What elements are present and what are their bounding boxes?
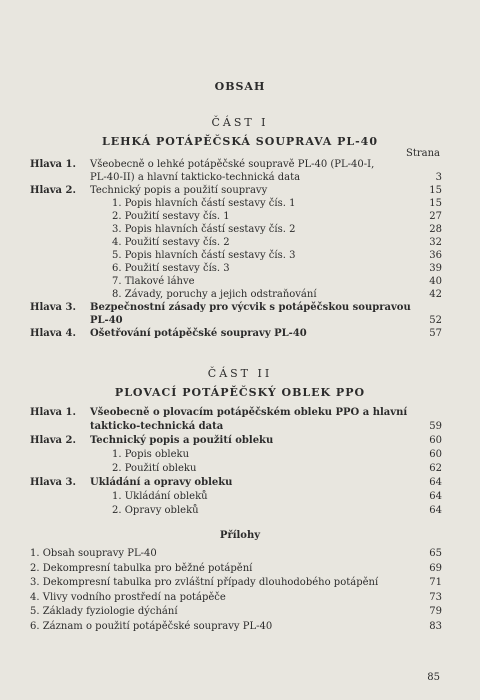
entry-text: 2. Opravy obleků [112,505,199,516]
entry-page: 27 [429,211,442,222]
entry-page: 83 [429,620,442,632]
page-number: 85 [427,672,440,683]
entry-page: 65 [429,548,442,559]
entry-text: PL-40 [90,315,123,326]
entry-text: takticko-technická data [90,421,224,432]
entry-text: 4. Vlivy vodního prostředí na potápěče [30,591,226,603]
entry-text: 3. Dekompresní tabulka pro zvláštní případy dlouhodobého potápění [30,577,379,588]
chapter-label: Hlava 2. [30,185,76,196]
entry-text: 2. Použití obleku [112,463,197,474]
entry-text: 1. Popis hlavních částí sestavy čís. 1 [112,198,296,209]
entry-text: 5. Základy fyziologie dýchání [30,606,178,617]
part-1-label: ČÁST I [211,116,269,129]
entry-text: 4. Použití sestavy čís. 2 [112,237,230,248]
entry-page: 40 [429,276,442,287]
entry-text: Technický popis a použití obleku [90,435,274,446]
entry-text: Technický popis a použití soupravy [90,185,268,196]
entry-page: 62 [429,463,442,474]
entry-page: 57 [429,328,442,339]
entry-text: 6. Záznam o použití potápěčské soupravy PL-40 [30,620,273,632]
page-column-header: Strana [405,148,440,159]
chapter-label: Hlava 4. [30,328,76,339]
chapter-label: Hlava 2. [30,435,76,446]
entry-text: Všeobecně o lehké potápěčské soupravě PL-40 (PL-40-I, [90,159,375,170]
entry-page: 60 [429,449,442,460]
entry-page: 32 [429,237,442,248]
entry-page: 73 [429,591,442,603]
entry-page: 79 [429,606,442,617]
entry-text: 2. Dekompresní tabulka pro běžné potápění [30,562,253,574]
entry-text: Ukládání a opravy obleku [90,477,233,488]
entry-text: Všeobecně o plovacím potápěčském obleku PPO a hlavní [90,407,408,418]
entry-page: 39 [429,263,442,274]
entry-text: 1. Ukládání obleků [112,491,208,502]
entry-text: 3. Popis hlavních částí sestavy čís. 2 [112,224,296,235]
entry-text: 8. Závady, poruchy a jejich odstraňování [112,289,317,300]
entry-text: 5. Popis hlavních částí sestavy čís. 3 [112,250,296,261]
entry-text: PL-40-II) a hlavní takticko-technická data [90,172,301,183]
entry-page: 64 [429,477,442,488]
chapter-label: Hlava 1. [30,159,76,170]
entry-page: 60 [429,435,442,446]
entry-page: 15 [429,198,442,209]
entry-text: 1. Popis obleku [112,449,190,460]
page-title: OBSAH [214,80,266,93]
entry-text: 6. Použití sestavy čís. 3 [112,263,230,274]
entry-page: 15 [429,185,442,196]
entry-page: 28 [429,224,442,235]
part-2-title: PLOVACÍ POTÁPĚČSKÝ OBLEK PPO [114,386,366,399]
entry-page: 69 [429,562,442,574]
part-2-label: ČÁST II [207,367,273,380]
entry-text: 7. Tlakové láhve [112,276,195,287]
chapter-label: Hlava 3. [30,302,76,313]
entry-text: Ošetřování potápěčské soupravy PL-40 [90,328,307,339]
part-1-title: LEHKÁ POTÁPĚČSKÁ SOUPRAVA PL-40 [102,135,378,148]
entry-text: Bezpečnostní zásady pro výcvik s potápěčskou soupravou [90,302,411,313]
entry-page: 64 [429,505,442,516]
entry-page: 52 [429,315,442,326]
entry-page: 42 [429,289,442,300]
entry-page: 64 [429,491,442,502]
entry-text: 1. Obsah soupravy PL-40 [30,548,157,559]
chapter-label: Hlava 1. [30,407,76,418]
appendix-title: Přílohy [219,530,261,541]
entry-page: 3 [435,172,442,183]
entry-page: 59 [429,421,442,432]
entry-text: 2. Použití sestavy čís. 1 [112,211,230,222]
entry-page: 36 [429,250,442,261]
chapter-label: Hlava 3. [30,477,76,488]
entry-page: 71 [429,577,442,588]
